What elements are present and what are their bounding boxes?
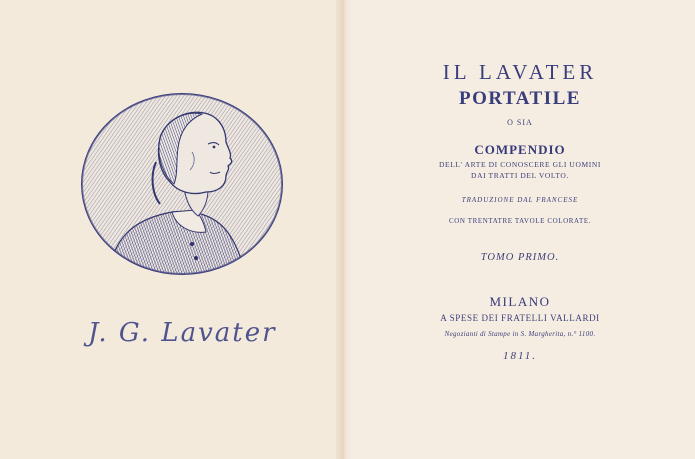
volume-label: TOMO PRIMO.: [480, 252, 560, 263]
imprint-publisher: A SPESE DEI FRATELLI VALLARDI: [440, 313, 600, 323]
description-line-1: DELL' ARTE DI CONOSCERE GLI UOMINI: [439, 160, 601, 169]
portrait-medallion: [80, 92, 284, 276]
imprint-year: 1811.: [503, 350, 537, 362]
imprint-city: MILANO: [489, 294, 551, 309]
plates-note: CON TRENTATRE TAVOLE COLORATE.: [448, 217, 592, 225]
portrait-engraving: [80, 92, 284, 276]
book-subtitle: PORTATILE: [459, 88, 581, 109]
o-sia-line: O SIA: [507, 118, 533, 127]
description-line-2: DAI TRATTI DEL VOLTO.: [471, 171, 569, 180]
signature-text: J. G. Lavater: [88, 318, 277, 348]
compendio-heading: COMPENDIO: [474, 142, 566, 157]
book-title: IL LAVATER: [442, 60, 598, 84]
imprint-address: Negozianti di Stampe in S. Margherita, n.° 1100.: [444, 330, 596, 338]
translation-note: TRADUZIONE DAL FRANCESE: [461, 196, 579, 204]
